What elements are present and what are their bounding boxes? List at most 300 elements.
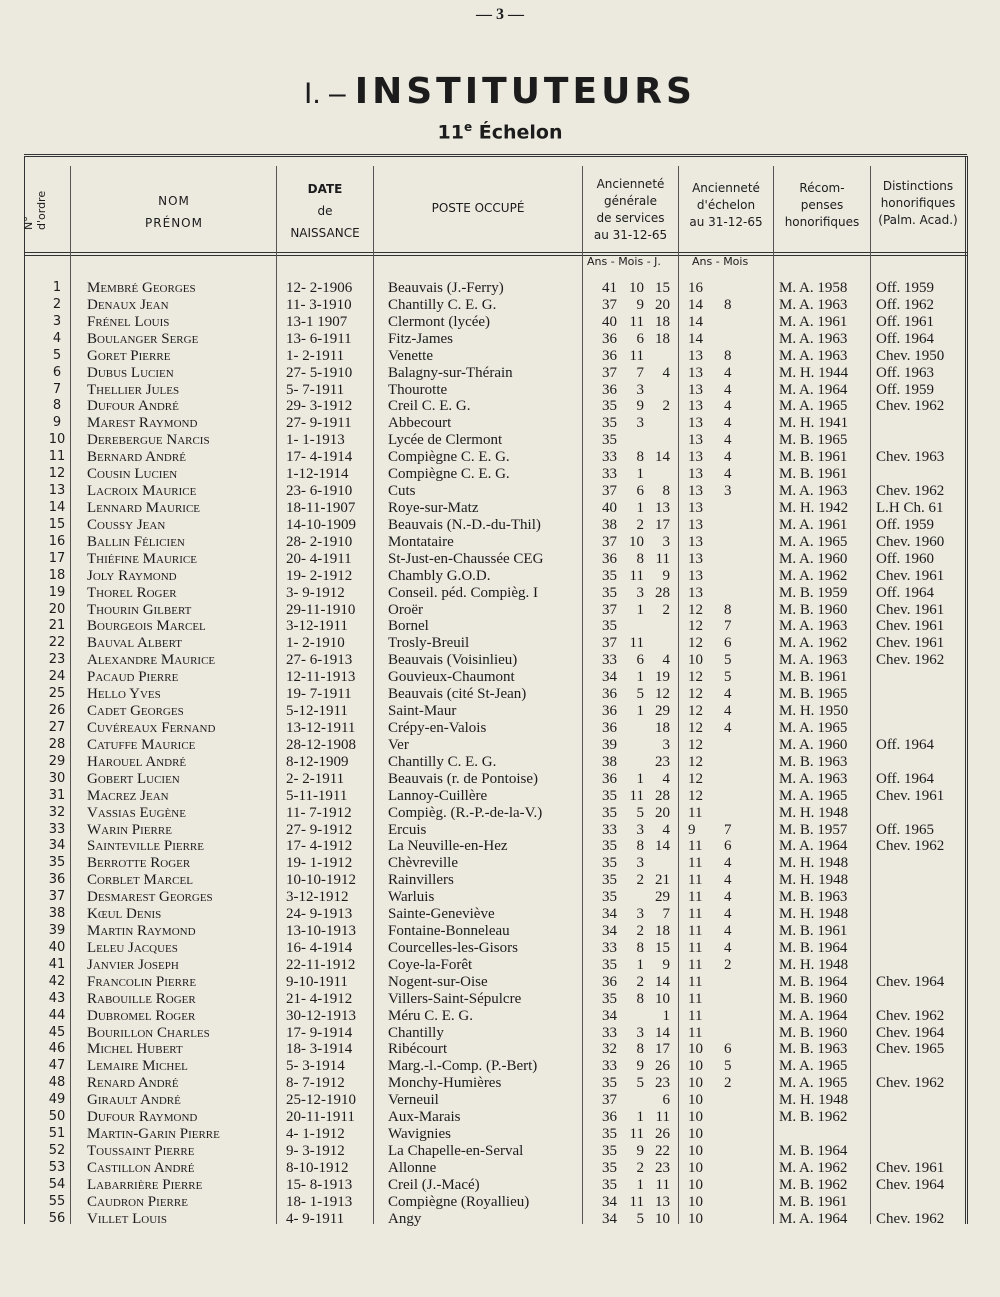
seniority-months: 10	[629, 280, 644, 296]
row-number: 16	[48, 533, 66, 549]
echelon-months: 6	[724, 635, 732, 652]
distinction: Chev. 1964	[876, 1024, 945, 1041]
birth-date: 3-12-1912	[286, 889, 349, 906]
birth-date: 20-11-1911	[286, 1109, 355, 1126]
header-anc-gen	[583, 176, 678, 244]
distinction: Off. 1962	[876, 296, 935, 313]
echelon-years: 10	[688, 1092, 703, 1109]
distinction: Chev. 1962	[876, 838, 945, 855]
teacher-name: Martin Raymond	[87, 923, 196, 940]
seniority-days: 1	[662, 1007, 670, 1024]
echelon-months: 2	[724, 1075, 732, 1092]
header-rec-line2: penses	[800, 198, 844, 212]
teacher-name: Renard André	[87, 1075, 179, 1092]
table-row	[24, 906, 964, 923]
seniority-days: 18	[655, 923, 670, 940]
birth-date: 18- 1-1913	[286, 1193, 353, 1210]
table-row	[24, 957, 964, 974]
echelon-years: 12	[688, 753, 703, 770]
award: M. B. 1965	[779, 432, 848, 449]
award: M. B. 1964	[779, 973, 848, 990]
award: M. A. 1965	[779, 1058, 848, 1075]
table-row	[24, 398, 964, 415]
post-occupied: Angy	[388, 1210, 422, 1227]
echelon-months: 8	[724, 347, 732, 364]
seniority-days: 12	[655, 686, 670, 703]
birth-date: 5- 3-1914	[286, 1058, 345, 1075]
award: M. H. 1950	[779, 703, 849, 720]
echelon-years: 12	[688, 601, 703, 618]
seniority-years: 35	[602, 584, 617, 601]
seniority-months: 11	[629, 1126, 644, 1143]
row-number: 1	[52, 280, 62, 295]
seniority-days: 3	[662, 533, 670, 550]
post-occupied: Allonne	[388, 1159, 437, 1176]
table-row	[24, 737, 964, 754]
seniority-months: 5	[636, 1210, 644, 1227]
distinction: Off. 1959	[876, 381, 935, 398]
seniority-years: 37	[602, 601, 617, 618]
post-occupied: Monchy-Humières	[388, 1075, 502, 1092]
seniority-years: 36	[602, 770, 617, 787]
row-number: 4	[52, 330, 62, 346]
birth-date: 5-11-1911	[286, 787, 348, 804]
teacher-name: Cousin Lucien	[87, 466, 178, 483]
seniority-days: 23	[655, 1159, 670, 1176]
echelon-years: 11	[688, 889, 703, 906]
echelon-months: 8	[724, 296, 732, 313]
echelon-years: 11	[688, 804, 703, 821]
birth-date: 13-10-1913	[286, 923, 356, 940]
seniority-months: 11	[629, 313, 644, 330]
post-occupied: Wavignies	[388, 1126, 451, 1143]
table-row	[24, 585, 964, 602]
table-row	[24, 1126, 964, 1143]
echelon-months: 8	[724, 601, 732, 618]
echelon-years: 10	[688, 1109, 703, 1126]
birth-date: 3-12-1911	[286, 618, 348, 635]
post-occupied: Venette	[388, 347, 433, 364]
distinction: Off. 1960	[876, 550, 935, 567]
header-anc-ech-line1: Ancienneté	[692, 181, 760, 195]
birth-date: 19- 2-1912	[286, 567, 353, 584]
title-word: INSTITUTEURS	[354, 71, 696, 112]
birth-date: 9- 3-1912	[286, 1143, 345, 1160]
echelon-years: 12	[688, 719, 703, 736]
seniority-days: 15	[655, 280, 670, 296]
birth-date: 9-10-1911	[286, 973, 348, 990]
teacher-name: Bauval Albert	[87, 635, 183, 652]
subtitle-sup: e	[463, 120, 473, 134]
row-number: 51	[48, 1126, 66, 1142]
row-number: 35	[48, 855, 66, 871]
seniority-months: 1	[636, 1176, 644, 1193]
teacher-name: Bourillon Charles	[87, 1024, 210, 1041]
echelon-years: 16	[688, 280, 703, 296]
post-occupied: Warluis	[388, 889, 435, 906]
echelon-years: 10	[688, 1126, 703, 1143]
award: M. A. 1964	[779, 838, 848, 855]
seniority-days: 17	[655, 1041, 670, 1058]
row-number: 30	[48, 770, 66, 786]
echelon-months: 4	[724, 939, 732, 956]
award: M. B. 1961	[779, 669, 848, 686]
birth-date: 14-10-1909	[286, 516, 356, 533]
header-distinctions	[871, 178, 965, 229]
teacher-name: Harouel André	[87, 753, 187, 770]
row-number: 5	[52, 347, 62, 363]
birth-date: 4- 9-1911	[286, 1210, 345, 1227]
seniority-days: 14	[655, 1024, 670, 1041]
page-title	[0, 70, 1000, 112]
teacher-name: Caudron Pierre	[87, 1193, 188, 1210]
header-date-line3: NAISSANCE	[290, 226, 360, 240]
seniority-months: 3	[636, 381, 644, 398]
echelon-years: 10	[688, 652, 703, 669]
post-occupied: Compiègne C. E. G.	[388, 466, 510, 483]
table-row	[24, 1109, 964, 1126]
echelon-months: 4	[724, 449, 732, 466]
row-number: 17	[48, 550, 66, 566]
post-occupied: Gouvieux-Chaumont	[388, 669, 515, 686]
distinction: Chev. 1962	[876, 1075, 945, 1092]
seniority-years: 35	[602, 1075, 617, 1092]
echelon-months: 4	[724, 686, 732, 703]
birth-date: 22-11-1912	[286, 956, 356, 973]
seniority-days: 28	[655, 787, 670, 804]
post-occupied: Thourotte	[388, 381, 448, 398]
teacher-name: Martin-Garin Pierre	[87, 1126, 220, 1143]
seniority-months: 11	[629, 1193, 644, 1210]
distinction: Off. 1965	[876, 821, 935, 838]
seniority-months: 1	[636, 466, 644, 483]
birth-date: 11- 7-1912	[286, 804, 352, 821]
seniority-years: 39	[602, 736, 617, 753]
header-anc-gen-line2: générale	[604, 194, 657, 208]
row-number: 9	[52, 415, 62, 431]
echelon-years: 9	[688, 821, 696, 838]
table-row	[24, 415, 964, 432]
section-subtitle	[0, 120, 1000, 143]
birth-date: 21- 4-1912	[286, 990, 353, 1007]
table-row	[24, 1025, 964, 1042]
table-row	[24, 1092, 964, 1109]
birth-date: 27- 5-1910	[286, 364, 353, 381]
seniority-years: 34	[602, 669, 617, 686]
table-row	[24, 618, 964, 635]
award: M. A. 1963	[779, 296, 848, 313]
distinction: Chev. 1961	[876, 601, 945, 618]
teacher-name: Girault André	[87, 1092, 181, 1109]
teacher-name: Dufour André	[87, 398, 179, 415]
echelon-years: 13	[688, 364, 703, 381]
birth-date: 1- 1-1913	[286, 432, 345, 449]
seniority-days: 14	[655, 838, 670, 855]
seniority-months: 8	[636, 990, 644, 1007]
post-occupied: Chèvreville	[388, 855, 458, 872]
teacher-name: Derebergue Narcis	[87, 432, 210, 449]
birth-date: 30-12-1913	[286, 1007, 356, 1024]
teacher-name: Cuvéreaux Fernand	[87, 719, 216, 736]
seniority-years: 35	[602, 787, 617, 804]
distinction: Chev. 1964	[876, 1176, 945, 1193]
echelon-years: 14	[688, 296, 703, 313]
echelon-years: 11	[688, 956, 703, 973]
table-row	[24, 720, 964, 737]
birth-date: 27- 6-1913	[286, 652, 353, 669]
seniority-months: 11	[629, 787, 644, 804]
seniority-days: 7	[662, 906, 670, 923]
post-occupied: Cuts	[388, 483, 416, 500]
seniority-days: 2	[662, 601, 670, 618]
birth-date: 13-12-1911	[286, 719, 356, 736]
post-occupied: Chantilly C. E. G.	[388, 296, 497, 313]
post-occupied: Courcelles-les-Gisors	[388, 939, 518, 956]
row-number: 49	[48, 1092, 66, 1108]
seniority-days: 29	[655, 889, 670, 906]
teacher-name: Francolin Pierre	[87, 973, 197, 990]
seniority-years: 34	[602, 1007, 617, 1024]
post-occupied: La Neuville-en-Hez	[388, 838, 508, 855]
award: M. A. 1963	[779, 618, 848, 635]
echelon-years: 13	[688, 347, 703, 364]
row-number: 20	[48, 601, 66, 617]
distinction: Off. 1964	[876, 770, 935, 787]
teacher-name: Bourgeois Marcel	[87, 618, 206, 635]
echelon-years: 13	[688, 381, 703, 398]
teacher-name: Joly Raymond	[87, 567, 177, 584]
echelon-months: 4	[724, 415, 732, 432]
teacher-name: Hello Yves	[87, 686, 161, 703]
teacher-name: Cadet Georges	[87, 703, 184, 720]
teacher-name: Rabouille Roger	[87, 990, 196, 1007]
birth-date: 19- 1-1912	[286, 855, 353, 872]
table-body	[24, 280, 964, 1228]
seniority-months: 1	[636, 601, 644, 618]
birth-date: 19- 7-1911	[286, 686, 352, 703]
birth-date: 13- 6-1911	[286, 330, 352, 347]
seniority-years: 36	[602, 550, 617, 567]
post-occupied: Fontaine-Bonneleau	[388, 923, 510, 940]
seniority-days: 17	[655, 516, 670, 533]
header-ordre-line2: d'ordre	[35, 190, 48, 230]
table-row	[24, 1075, 964, 1092]
teacher-name: Marest Raymond	[87, 415, 198, 432]
echelon-years: 14	[688, 330, 703, 347]
table-row	[24, 1008, 964, 1025]
seniority-days: 14	[655, 449, 670, 466]
seniority-days: 9	[662, 567, 670, 584]
seniority-months: 3	[636, 855, 644, 872]
birth-date: 1- 2-1910	[286, 635, 345, 652]
teacher-name: Villet Louis	[87, 1210, 167, 1227]
post-occupied: Compiègne (Royallieu)	[388, 1193, 530, 1210]
seniority-months: 9	[636, 1143, 644, 1160]
birth-date: 27- 9-1912	[286, 821, 353, 838]
post-occupied: Ribécourt	[388, 1041, 448, 1058]
award: M. A. 1958	[779, 280, 848, 296]
header-anc-gen-line1: Ancienneté	[596, 177, 665, 191]
row-number: 6	[52, 364, 62, 380]
echelon-years: 11	[688, 855, 703, 872]
row-number: 27	[48, 719, 66, 735]
teacher-name: Macrez Jean	[87, 787, 169, 804]
echelon-months: 4	[724, 855, 732, 872]
echelon-years: 10	[688, 1193, 703, 1210]
post-occupied: Beauvais (cité St-Jean)	[388, 686, 527, 703]
post-occupied: Crépy-en-Valois	[388, 719, 487, 736]
award: M. B. 1961	[779, 449, 848, 466]
table-row	[24, 466, 964, 483]
table-row	[24, 838, 964, 855]
seniority-years: 35	[602, 804, 617, 821]
seniority-months: 3	[636, 906, 644, 923]
header-anc-gen-line4: au 31-12-65	[593, 228, 668, 242]
table-row	[24, 974, 964, 991]
teacher-name: Castillon André	[87, 1159, 195, 1176]
distinction: Chev. 1962	[876, 398, 945, 415]
award: M. B. 1961	[779, 923, 848, 940]
seniority-days: 20	[655, 296, 670, 313]
row-number: 19	[48, 584, 66, 600]
seniority-days: 18	[655, 313, 670, 330]
seniority-months: 8	[636, 550, 644, 567]
seniority-months: 1	[636, 703, 644, 720]
table-row	[24, 483, 964, 500]
award: M. A. 1965	[779, 787, 848, 804]
seniority-months: 5	[636, 686, 644, 703]
seniority-years: 37	[602, 483, 617, 500]
seniority-years: 41	[602, 280, 617, 296]
row-number: 39	[48, 923, 66, 939]
subtitle-word: Échelon	[478, 121, 563, 144]
echelon-years: 13	[688, 533, 703, 550]
echelon-years: 12	[688, 618, 703, 635]
teacher-name: Dubus Lucien	[87, 364, 174, 381]
echelon-years: 10	[688, 1176, 703, 1193]
teacher-name: Coussy Jean	[87, 516, 166, 533]
teacher-name: Lennard Maurice	[87, 499, 201, 516]
seniority-years: 36	[602, 973, 617, 990]
row-number: 22	[48, 635, 66, 651]
echelon-months: 7	[724, 618, 732, 635]
award: M. A. 1962	[779, 635, 848, 652]
teacher-name: Berrotte Roger	[87, 855, 191, 872]
echelon-years: 11	[688, 923, 703, 940]
row-number: 55	[48, 1193, 66, 1209]
birth-date: 17- 9-1914	[286, 1024, 353, 1041]
table-row	[24, 568, 964, 585]
post-occupied: Villers-Saint-Sépulcre	[388, 990, 522, 1007]
header-date-line1: DATE	[307, 182, 343, 196]
award: M. H. 1948	[779, 1092, 849, 1109]
seniority-days: 15	[655, 939, 670, 956]
seniority-days: 9	[662, 956, 670, 973]
seniority-years: 37	[602, 296, 617, 313]
echelon-years: 13	[688, 432, 703, 449]
teacher-name: Frénel Louis	[87, 313, 170, 330]
seniority-years: 35	[602, 889, 617, 906]
header-date	[277, 178, 373, 244]
award: M. H. 1948	[779, 872, 849, 889]
seniority-months: 5	[636, 1075, 644, 1092]
seniority-years: 33	[602, 1058, 617, 1075]
award: M. B. 1963	[779, 889, 848, 906]
echelon-years: 11	[688, 838, 703, 855]
seniority-days: 13	[655, 499, 670, 516]
table-row	[24, 754, 964, 771]
seniority-years: 35	[602, 618, 617, 635]
header-rec-line1: Récom-	[799, 181, 845, 195]
teacher-name: Lemaire Michel	[87, 1058, 188, 1075]
table-row	[24, 348, 964, 365]
post-occupied: Lannoy-Cuillère	[388, 787, 488, 804]
birth-date: 20- 4-1911	[286, 550, 352, 567]
echelon-years: 13	[688, 415, 703, 432]
seniority-months: 6	[636, 483, 644, 500]
table-row	[24, 517, 964, 534]
echelon-years: 11	[688, 1024, 703, 1041]
post-occupied: Roye-sur-Matz	[388, 499, 479, 516]
header-rec-line3: honorifiques	[784, 215, 860, 229]
distinction: Off. 1964	[876, 736, 935, 753]
seniority-years: 35	[602, 1126, 617, 1143]
table-row	[24, 703, 964, 720]
echelon-years: 13	[688, 483, 703, 500]
unit-label-echelon: Ans - Mois	[692, 255, 749, 268]
row-number: 11	[48, 449, 66, 465]
row-number: 36	[48, 872, 66, 888]
birth-date: 16- 4-1914	[286, 939, 353, 956]
table-row	[24, 1058, 964, 1075]
seniority-days: 19	[655, 669, 670, 686]
table-row	[24, 602, 964, 619]
seniority-years: 35	[602, 855, 617, 872]
table-row	[24, 365, 964, 382]
echelon-years: 11	[688, 906, 703, 923]
distinction: Off. 1964	[876, 330, 935, 347]
table-row	[24, 297, 964, 314]
distinction: Off. 1959	[876, 516, 935, 533]
subtitle-number: 11	[437, 121, 464, 144]
echelon-years: 11	[688, 973, 703, 990]
header-anc-ech-line3: au 31-12-65	[689, 215, 763, 229]
birth-date: 13-1 1907	[286, 313, 348, 330]
echelon-months: 2	[724, 956, 732, 973]
post-occupied: Bornel	[388, 618, 429, 635]
row-number: 2	[52, 296, 62, 312]
award: M. B. 1963	[779, 1041, 848, 1058]
seniority-months: 2	[636, 1159, 644, 1176]
row-number: 38	[48, 906, 66, 922]
post-occupied: Conseil. péd. Compièg. I	[388, 584, 538, 601]
seniority-years: 33	[602, 466, 617, 483]
award: M. B. 1964	[779, 939, 848, 956]
row-number: 12	[48, 466, 66, 482]
distinction: Off. 1959	[876, 280, 935, 296]
echelon-years: 10	[688, 1058, 703, 1075]
birth-date: 12-11-1913	[286, 669, 356, 686]
seniority-days: 3	[662, 736, 670, 753]
echelon-years: 13	[688, 398, 703, 415]
seniority-months: 10	[629, 533, 644, 550]
birth-date: 27- 9-1911	[286, 415, 352, 432]
row-number: 32	[48, 804, 66, 820]
seniority-months: 1	[636, 499, 644, 516]
seniority-years: 37	[602, 364, 617, 381]
seniority-days: 18	[655, 330, 670, 347]
seniority-months: 3	[636, 821, 644, 838]
